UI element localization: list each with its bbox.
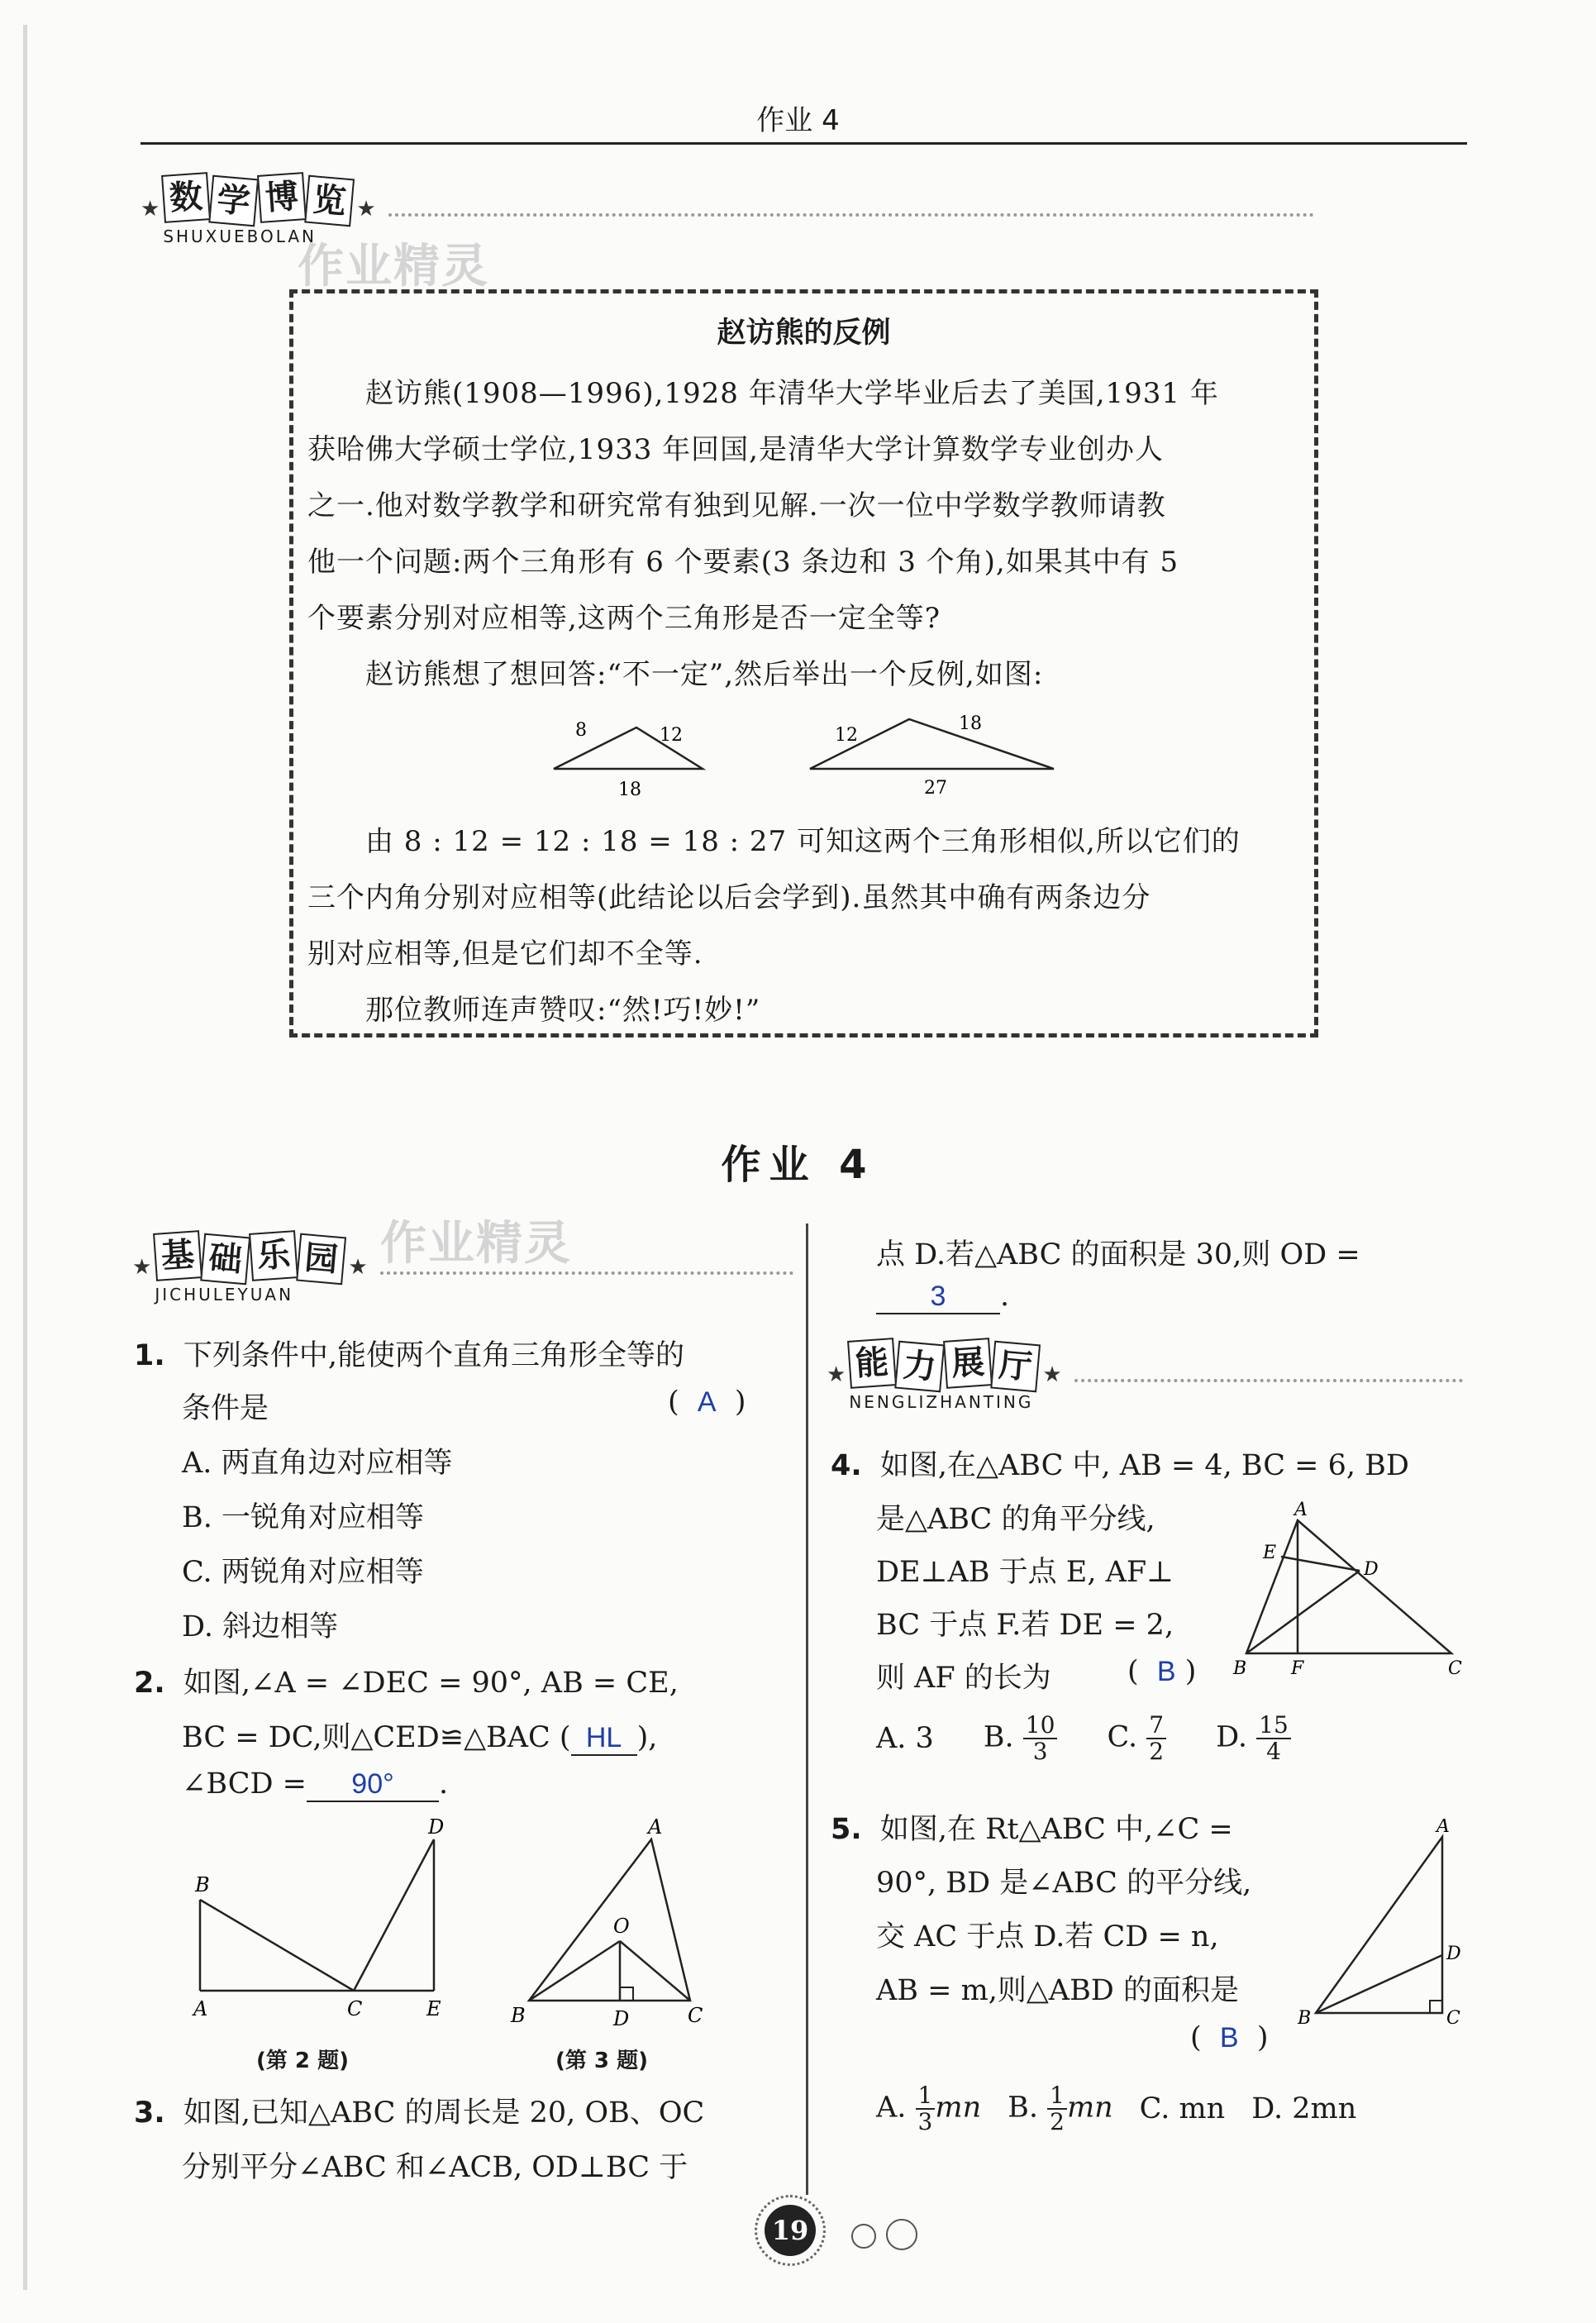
question-2-stem-cont: BC = DC,则△CED≌△BAC ( HL ), [182, 1721, 658, 1754]
question-3-answer-line: 3 . [876, 1280, 1009, 1314]
triangle-small-bottom: 18 [618, 780, 641, 800]
badge-char: 厅 [991, 1341, 1041, 1393]
reading-line: 由 8 : 12 = 12 : 18 = 18 : 27 可知这两个三角形相似,所以它们的 [307, 825, 1241, 858]
badge-pinyin: NENGLIZHANTING [849, 1392, 1034, 1412]
question-3-stem: 3. 如图,已知△ABC 的周长是 20, OB、OC [134, 2096, 705, 2130]
figure-3 [504, 1819, 711, 2034]
fig4-label-c: C [1448, 1658, 1462, 1679]
reading-line: 他一个问题:两个三角形有 6 个要素(3 条边和 3 个角),如果其中有 5 [307, 546, 1179, 579]
question-1-option-b: B. 一锐角对应相等 [182, 1501, 424, 1534]
fig2-label-e: E [426, 1997, 441, 2020]
question-5-stem-cont: AB = m,则△ABD 的面积是 [876, 1974, 1239, 2007]
fig3-label-o: O [613, 1915, 630, 1938]
fig3-label-a: A [648, 1819, 663, 1839]
badge-char: 览 [305, 175, 355, 227]
badge-char: 乐 [249, 1230, 298, 1281]
badge-char: 园 [297, 1233, 347, 1286]
question-1-option-a: A. 两直角边对应相等 [182, 1447, 453, 1480]
question-4-option-b: B. $\frac{10}{3}$ [984, 1713, 1058, 1764]
question-5-options [876, 2083, 1356, 2135]
question-4-option-c: C. $\frac{7}{2}$ [1107, 1713, 1166, 1764]
badge-char: 力 [895, 1341, 946, 1393]
triangle-large-right: 18 [959, 713, 982, 734]
question-5-option-a: A. $\frac{1}{3}$ mn [876, 2082, 982, 2135]
fig3-triangle-abc [529, 1839, 690, 2001]
question-5-stem-cont: 交 AC 于点 D.若 CD = n, [876, 1920, 1219, 1953]
badge-pinyin: SHUXUEBOLAN [163, 227, 317, 246]
fig3-label-d: D [613, 2007, 630, 2030]
question-4-stem-cont: BC 于点 F.若 DE = 2, [876, 1609, 1174, 1642]
question-5-stem-cont: 90°, BD 是∠ABC 的平分线, [876, 1867, 1252, 1900]
column-divider [806, 1224, 808, 2195]
star-icon: ★ [827, 1362, 846, 1387]
badge-dotted-line [388, 213, 1314, 217]
triangle-small-right: 12 [660, 725, 683, 746]
fig3-label-c: C [688, 2004, 703, 2027]
decorative-circle [886, 2219, 917, 2250]
badge-char: 基 [153, 1230, 202, 1281]
figure-4 [1232, 1500, 1471, 1682]
running-header: 作业 4 [756, 104, 840, 137]
fig5-label-b: B [1298, 2008, 1312, 2029]
question-5-option-b: B. $\frac{1}{2}$ mn [1008, 2082, 1113, 2135]
badge-dotted-line [1074, 1379, 1463, 1382]
watermark: 作业精灵 [380, 1217, 572, 1271]
fig4-label-e: E [1263, 1543, 1277, 1563]
badge-char: 学 [209, 175, 260, 227]
right-angle-marker [1430, 2001, 1442, 2013]
reading-triangles-figure [529, 711, 1074, 810]
star-icon: ★ [132, 1255, 152, 1280]
answer-1: A [697, 1386, 717, 1418]
fig3-label-b: B [511, 2004, 526, 2027]
reading-line: 获哈佛大学硕士学位,1933 年回国,是清华大学计算数学专业创办人 [307, 433, 1164, 466]
answer-4: B [1156, 1656, 1176, 1687]
reading-title: 赵访熊的反例 [717, 317, 891, 350]
watermark: 作业精灵 [298, 240, 489, 293]
question-3-stem-cont: 分别平分∠ABC 和∠ACB, OD⊥BC 于 [182, 2151, 688, 2184]
badge-char: 数 [161, 172, 211, 223]
question-5-option-d: D. 2mn [1251, 2092, 1357, 2125]
triangle-large-bottom: 27 [924, 778, 947, 799]
fig4-label-b: B [1233, 1658, 1247, 1679]
right-angle-marker [620, 1987, 633, 2001]
fig5-triangle-abc [1316, 1837, 1442, 2013]
answer-2-angle: 90° [351, 1768, 394, 1800]
question-5-stem: 5. 如图,在 Rt△ABC 中,∠C = [831, 1813, 1233, 1846]
answer-5: B [1219, 2022, 1239, 2053]
fig2-segment-cd [354, 1839, 434, 1991]
fig2-label-d: D [428, 1815, 445, 1839]
question-4-option-d: D. $\frac{15}{4}$ [1216, 1713, 1291, 1764]
fig2-label-c: C [347, 1997, 363, 2020]
question-1-option-c: C. 两锐角对应相等 [182, 1556, 424, 1589]
question-1-answer-box: ( A ) [668, 1386, 746, 1419]
question-4-stem-cont: 则 AF 的长为 [876, 1662, 1051, 1695]
badge-char: 展 [943, 1338, 993, 1389]
reading-line: 赵访熊想了想回答:“不一定”,然后举出一个反例,如图: [307, 658, 1044, 691]
basic-section-badge [132, 1232, 371, 1305]
badge-char: 础 [201, 1233, 251, 1286]
fig2-segment-bc [200, 1900, 354, 1991]
question-4-answer-box: ( B ) [1127, 1655, 1197, 1688]
figure-2-caption: (第 2 题) [256, 2049, 349, 2073]
badge-pinyin: JICHULEYUAN [155, 1285, 294, 1305]
fig4-label-a: A [1294, 1500, 1308, 1520]
question-1-stem: 1. 下列条件中,能使两个直角三角形全等的 [134, 1339, 685, 1372]
reading-line: 个要素分别对应相等,这两个三角形是否一定全等? [307, 602, 941, 635]
answer-3: 3 [930, 1281, 946, 1312]
fig3-segment-co [620, 1941, 690, 2001]
star-icon: ★ [1042, 1362, 1062, 1387]
decorative-circle [851, 2224, 876, 2249]
question-4-stem-cont: 是△ABC 的角平分线, [876, 1503, 1155, 1536]
fig5-label-d: D [1446, 1944, 1461, 1964]
reading-line: 之一.他对数学教学和研究常有独到见解.一次一位中学数学教师请教 [307, 489, 1166, 522]
figure-2 [182, 1810, 463, 2034]
fig5-label-c: C [1446, 2008, 1460, 2029]
question-5-answer-box: ( B ) [1190, 2021, 1269, 2054]
question-5-option-c: C. mn [1139, 2092, 1226, 2125]
question-1-option-d: D. 斜边相等 [182, 1610, 339, 1643]
fig4-label-d: D [1364, 1559, 1379, 1580]
fig2-label-a: A [193, 1997, 208, 2020]
fig4-label-f: F [1291, 1658, 1304, 1679]
answer-2-reason: HL [585, 1722, 622, 1753]
fig5-label-a: A [1436, 1819, 1450, 1837]
question-4-stem-cont: DE⊥AB 于点 E, AF⊥ [876, 1556, 1174, 1589]
page-number: 19 [765, 2205, 816, 2256]
fig3-segment-bo [529, 1941, 620, 2001]
figure-5 [1298, 1819, 1471, 2034]
question-4-option-a: A. 3 [876, 1722, 934, 1755]
question-2-stem-cont: ∠BCD = 90° . [182, 1767, 449, 1801]
page-number-badge [755, 2195, 826, 2266]
fig2-label-b: B [195, 1873, 210, 1896]
header-rule [141, 142, 1467, 145]
fig5-segment-bd [1316, 1955, 1442, 2013]
homework-title: 作业 4 [721, 1142, 875, 1188]
star-icon: ★ [348, 1255, 368, 1280]
reading-line: 那位教师连声赞叹:“然!巧!妙!” [307, 994, 761, 1027]
star-icon: ★ [141, 197, 160, 222]
star-icon: ★ [356, 197, 376, 222]
question-3-stem-cont: 点 D.若△ABC 的面积是 30,则 OD = [876, 1238, 1360, 1271]
fig4-triangle-abc [1246, 1520, 1451, 1653]
question-2-stem: 2. 如图,∠A = ∠DEC = 90°, AB = CE, [134, 1667, 679, 1700]
triangle-small-left: 8 [575, 720, 587, 741]
triangle-large-left: 12 [835, 725, 858, 746]
question-4-stem: 4. 如图,在△ABC 中, AB = 4, BC = 6, BD [831, 1449, 1409, 1482]
badge-char: 能 [847, 1338, 897, 1389]
question-1-stem-cont: 条件是 [182, 1392, 269, 1425]
figure-3-caption: (第 3 题) [555, 2049, 648, 2073]
reading-line: 别对应相等,但是它们却不全等. [307, 937, 703, 971]
question-4-options [876, 1713, 1291, 1764]
reading-line: 赵访熊(1908—1996),1928 年清华大学毕业后去了美国,1931 年 [307, 377, 1219, 410]
reading-line: 三个内角分别对应相等(此结论以后会学到).虽然其中确有两条边分 [307, 881, 1151, 914]
badge-char: 博 [257, 172, 307, 223]
ability-section-badge [827, 1339, 1065, 1412]
